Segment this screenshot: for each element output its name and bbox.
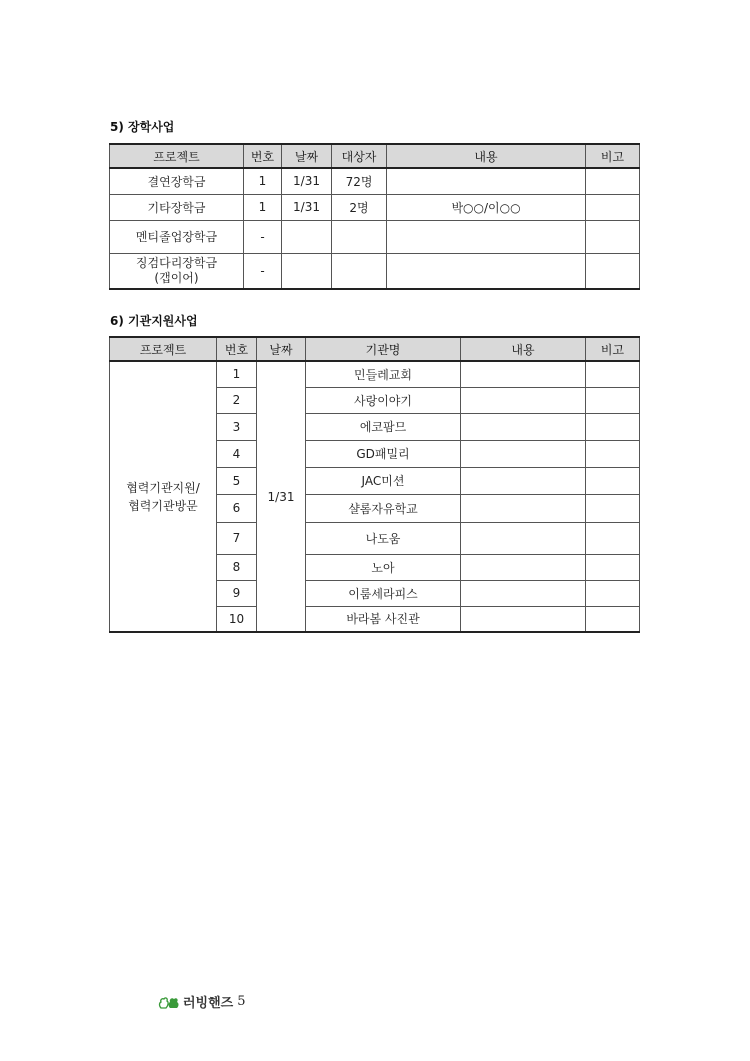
cell-note xyxy=(586,522,640,554)
cell-project: 멘티졸업장학금 xyxy=(110,220,244,253)
cell-note xyxy=(586,387,640,413)
table-row xyxy=(110,253,640,289)
cell-number: 3 xyxy=(217,413,257,440)
cell-number: 6 xyxy=(217,494,257,522)
cell-number: - xyxy=(244,220,282,253)
cell-content xyxy=(461,494,586,522)
cell-project: 징검다리장학금 (갭이어) xyxy=(110,253,244,289)
header-number: 번호 xyxy=(244,144,282,168)
table-row xyxy=(110,361,640,387)
cell-number: 8 xyxy=(217,554,257,580)
cell-agency: 샬롬자유학교 xyxy=(306,494,461,522)
cell-date xyxy=(282,253,332,289)
cell-number: 5 xyxy=(217,467,257,494)
cell-target xyxy=(332,220,387,253)
cell-note xyxy=(586,440,640,467)
cell-content xyxy=(461,467,586,494)
cell-note xyxy=(586,253,640,289)
table-row xyxy=(110,194,640,220)
cell-number: 1 xyxy=(217,361,257,387)
cell-target: 2명 xyxy=(332,194,387,220)
cell-agency: GD패밀리 xyxy=(306,440,461,467)
cell-note xyxy=(586,606,640,632)
cell-number: 2 xyxy=(217,387,257,413)
cell-number: 9 xyxy=(217,580,257,606)
page-number: 5 xyxy=(237,994,246,1009)
table-header-row xyxy=(110,337,640,361)
cell-number: - xyxy=(244,253,282,289)
header-note: 비고 xyxy=(586,337,640,361)
cell-note xyxy=(586,467,640,494)
cell-date xyxy=(282,220,332,253)
header-content: 내용 xyxy=(387,144,586,168)
header-note: 비고 xyxy=(586,144,640,168)
cell-note xyxy=(586,494,640,522)
cell-agency: 나도움 xyxy=(306,522,461,554)
header-content: 내용 xyxy=(461,337,586,361)
section-6-title: 6) 기관지원사업 xyxy=(110,314,198,328)
table-row xyxy=(110,220,640,253)
cell-date: 1/31 xyxy=(282,168,332,194)
cell-content xyxy=(461,606,586,632)
cell-project: 결연장학금 xyxy=(110,168,244,194)
section-5-title: 5) 장학사업 xyxy=(110,120,175,134)
table-row xyxy=(110,168,640,194)
cell-date: 1/31 xyxy=(282,194,332,220)
cell-content: 박○○/이○○ xyxy=(387,194,586,220)
cell-number: 1 xyxy=(244,194,282,220)
cell-agency: JAC미션 xyxy=(306,467,461,494)
cell-agency: 노아 xyxy=(306,554,461,580)
loving-hands-logo-icon xyxy=(158,994,180,1010)
cell-target: 72명 xyxy=(332,168,387,194)
table-header-row xyxy=(110,144,640,168)
scholarship-table xyxy=(109,143,640,290)
cell-content xyxy=(461,554,586,580)
header-date: 날짜 xyxy=(282,144,332,168)
cell-target xyxy=(332,253,387,289)
header-date: 날짜 xyxy=(257,337,306,361)
cell-content xyxy=(461,580,586,606)
cell-number: 7 xyxy=(217,522,257,554)
cell-content xyxy=(387,253,586,289)
cell-content xyxy=(461,440,586,467)
header-project: 프로젝트 xyxy=(110,144,244,168)
cell-agency: 에코팜므 xyxy=(306,413,461,440)
cell-content xyxy=(461,387,586,413)
cell-agency: 사랑이야기 xyxy=(306,387,461,413)
header-target: 대상자 xyxy=(332,144,387,168)
cell-note xyxy=(586,168,640,194)
cell-content xyxy=(387,168,586,194)
cell-number: 4 xyxy=(217,440,257,467)
header-agency: 기관명 xyxy=(306,337,461,361)
cell-note xyxy=(586,554,640,580)
cell-content xyxy=(387,220,586,253)
cell-date: 1/31 xyxy=(257,361,306,632)
header-number: 번호 xyxy=(217,337,257,361)
cell-agency: 이룸세라피스 xyxy=(306,580,461,606)
cell-agency: 바라봄 사진관 xyxy=(306,606,461,632)
cell-note xyxy=(586,194,640,220)
brand-name: 러빙핸즈 xyxy=(183,996,234,1011)
cell-content xyxy=(461,413,586,440)
cell-number: 10 xyxy=(217,606,257,632)
cell-project: 협력기관지원/ 협력기관방문 xyxy=(110,361,217,632)
cell-number: 1 xyxy=(244,168,282,194)
page-footer xyxy=(158,992,246,1011)
agency-support-table xyxy=(109,336,640,633)
cell-note xyxy=(586,220,640,253)
header-project: 프로젝트 xyxy=(110,337,217,361)
cell-content xyxy=(461,361,586,387)
cell-project: 기타장학금 xyxy=(110,194,244,220)
cell-note xyxy=(586,413,640,440)
cell-content xyxy=(461,522,586,554)
cell-agency: 민들레교회 xyxy=(306,361,461,387)
cell-note xyxy=(586,361,640,387)
cell-note xyxy=(586,580,640,606)
